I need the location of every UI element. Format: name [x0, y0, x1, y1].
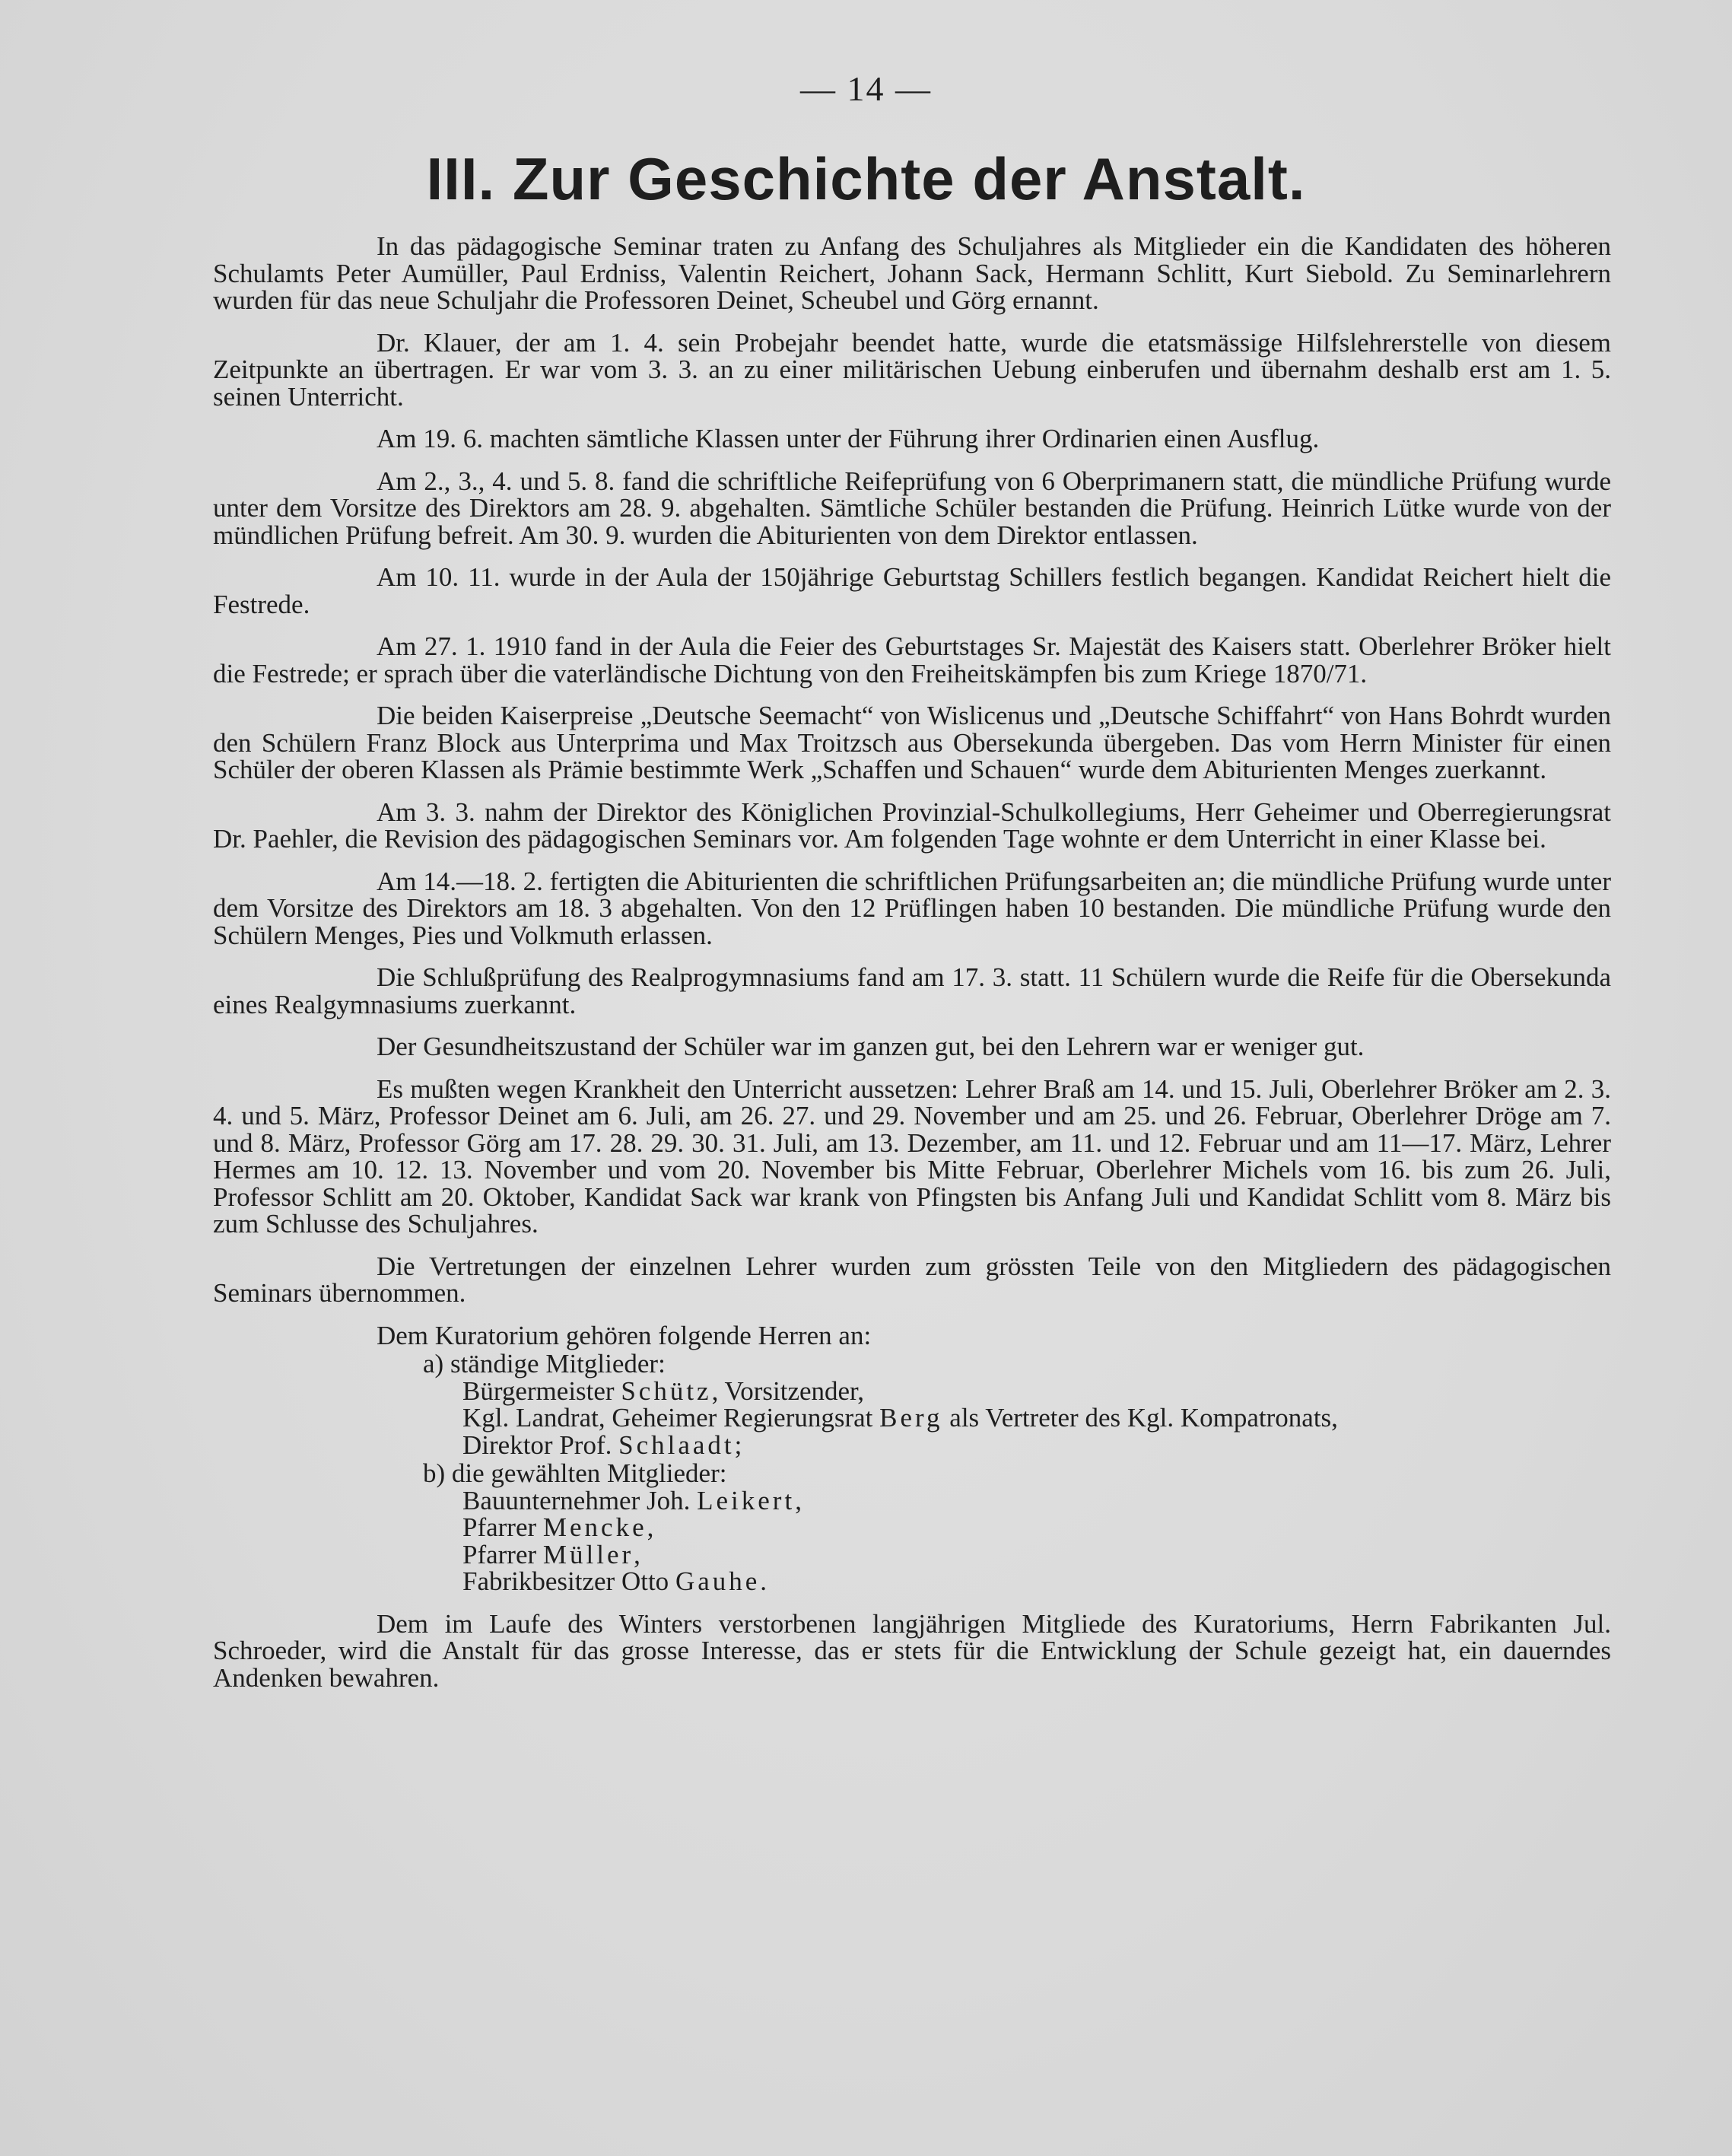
member-name: Leikert	[697, 1485, 796, 1515]
member-role: ,	[634, 1539, 640, 1569]
member-name: Gauhe	[675, 1566, 761, 1596]
paragraph-seminar: In das pädagogische Seminar traten zu Anfang des Schuljahres als Mitglieder ein die Kandidaten des höheren Schulamts Peter Aumüller, Paul Erdniss, Valentin Reichert, Johann Sack, Hermann Schlitt, Kurt Siebold. Zu Seminarlehrern wurden für das neue Schuljahr die Professoren Deinet, Scheubel und Görg ernannt.	[213, 231, 1611, 315]
list-item	[213, 1404, 1611, 1432]
paragraph-klauer: Dr. Klauer, der am 1. 4. sein Probejahr beendet hatte, wurde die etatsmässige Hilfslehrerstelle von diesem Zeitpunkte an übertragen. Er war vom 3. 3. an zu einer militärischen Uebung einberufen und übernahm deshalb erst am 1. 5. seinen Unterricht.	[213, 327, 1611, 412]
member-title: Pfarrer	[462, 1512, 543, 1542]
member-title: Bürgermeister	[462, 1375, 621, 1406]
member-title: Pfarrer	[462, 1539, 543, 1569]
paragraph-schroeder: Dem im Laufe des Winters verstorbenen langjährigen Mitgliede des Kuratoriums, Herrn Fabrikanten Jul. Schroeder, wird die Anstalt für das grosse Interesse, das er stets für die Entwicklung der Schule gezeigt hat, ein dauerndes Andenken bewahren.	[213, 1608, 1611, 1693]
member-role: ,	[647, 1512, 654, 1542]
kuratorium-list	[213, 1322, 1611, 1595]
list-item	[213, 1487, 1611, 1515]
kuratorium-group-standing	[213, 1350, 1611, 1458]
paragraph-kaiserpreise: Die beiden Kaiserpreise „Deutsche Seemacht“ von Wislicenus und „Deutsche Schiffahrt“ von Hans Bohrdt wurden den Schülern Franz Block aus Unterprima und Max Troitzsch aus Obersekunda übergeben. Das vom Herrn Minister für einen Schüler der oberen Klassen als Prämie bestimmte Werk „Schaffen und Schauen“ wurde dem Abiturienten Menges zuerkannt.	[213, 701, 1611, 784]
member-name: Schlaadt	[618, 1429, 735, 1460]
kuratorium-group-elected	[213, 1460, 1611, 1595]
paragraph-kaisers-geburtstag: Am 27. 1. 1910 fand in der Aula die Feier des Geburtstages Sr. Majestät des Kaisers statt. Oberlehrer Bröker hielt die Festrede; er sprach über die vaterländische Dichtung von den Freiheitskämpfen bis zum Kriege 1870/71.	[213, 631, 1611, 688]
member-role: .	[760, 1566, 767, 1596]
member-title: Bauunternehmer Joh.	[462, 1485, 698, 1515]
paragraph-schlusspruefung: Die Schlußprüfung des Realprogymnasiums fand am 17. 3. statt. 11 Schülern wurde die Reife für die Obersekunda eines Realgymnasiums zuerkannt.	[213, 962, 1611, 1019]
member-name: Schütz	[621, 1375, 712, 1406]
list-item	[213, 1514, 1611, 1541]
member-role: ;	[734, 1429, 742, 1460]
list-item	[213, 1375, 1611, 1406]
paragraph-gesundheit: Der Gesundheitszustand der Schüler war im ganzen gut, bei den Lehrern war er weniger gut.	[377, 1032, 1365, 1061]
list-item	[213, 1429, 1611, 1460]
kuratorium-intro: Dem Kuratorium gehören folgende Herren an:	[377, 1320, 872, 1350]
member-name: Müller	[542, 1539, 634, 1569]
member-title: Fabrikbesitzer Otto	[462, 1566, 675, 1596]
list-item	[213, 1541, 1611, 1569]
paragraph-vertretungen: Die Vertretungen der einzelnen Lehrer wurden zum grössten Teile von den Mitgliedern des pädagogischen Seminars übernommen.	[213, 1251, 1611, 1308]
paragraph-revision: Am 3. 3. nahm der Direktor des Königlichen Provinzial-Schulkollegiums, Herr Geheimer und Oberregierungsrat Dr. Paehler, die Revision des pädagogischen Seminars vor. Am folgenden Tage wohnte er dem Unterricht in einer Klasse bei.	[213, 797, 1611, 854]
group-label: a) ständige Mitglieder:	[423, 1349, 666, 1379]
list-item	[213, 1568, 1611, 1595]
member-role: , Vorsitzender,	[711, 1375, 865, 1406]
section-heading: III. Zur Geschichte der Anstalt.	[426, 145, 1306, 212]
member-title: Kgl. Landrat, Geheimer Regierungsrat	[462, 1403, 880, 1433]
paragraph-krankheit: Es mußten wegen Krankheit den Unterricht aussetzen: Lehrer Braß am 14. und 15. Juli, Oberlehrer Bröker am 2. 3. 4. und 5. März, Professor Deinet am 6. Juli, am 26. 27. und 29. November und am 25. und 26. Februar, Oberlehrer Dröge am 7. und 8. März, Professor Görg am 17. 28. 29. 30. 31. Juli, am 13. Dezember, am 11. und 12. Februar und am 11—17. März, Lehrer Hermes am 10. 12. 13. November und vom 20. November bis Mitte Februar, Oberlehrer Michels vom 16. bis zum 26. Juli, Professor Schlitt am 20. Oktober, Kandidat Sack war krank von Pfingsten bis Anfang Juli und Kandidat Schlitt vom 8. März bis zum Schlusse des Schuljahres.	[213, 1073, 1611, 1239]
body-text	[213, 233, 1611, 1706]
paragraph-reifepruefung-ostern: Am 14.—18. 2. fertigten die Abiturienten die schriftlichen Prüfungsarbeiten an; die mündliche Prüfung wurde unter dem Vorsitze des Direktors am 18. 3 abgehalten. Von den 12 Prüflingen haben 10 bestanden. Die mündliche Prüfung wurde den Schülern Menges, Pies und Volkmuth erlassen.	[213, 866, 1611, 950]
member-name: Mencke	[542, 1512, 647, 1542]
member-role: ,	[795, 1485, 802, 1515]
page-number: — 14 —	[800, 69, 932, 108]
member-title: Direktor Prof.	[462, 1429, 619, 1460]
paragraph-schiller: Am 10. 11. wurde in der Aula der 150jährige Geburtstag Schillers festlich begangen. Kandidat Reichert hielt die Festrede.	[213, 562, 1611, 619]
member-name: Berg	[879, 1403, 943, 1433]
group-label: b) die gewählten Mitglieder:	[423, 1458, 727, 1488]
paragraph-reifepruefung-herbst: Am 2., 3., 4. und 5. 8. fand die schriftliche Reifeprüfung von 6 Oberprimanern statt, die mündliche Prüfung wurde unter dem Vorsitze des Direktors am 28. 9. abgehalten. Sämtliche Schüler bestanden die Prüfung. Heinrich Lütke wurde von der mündlichen Prüfung befreit. Am 30. 9. wurden die Abiturienten von dem Direktor entlassen.	[213, 466, 1611, 550]
paragraph-ausflug: Am 19. 6. machten sämtliche Klassen unter der Führung ihrer Ordinarien einen Ausflug.	[377, 424, 1320, 453]
member-role: als Vertreter des Kgl. Kompatronats,	[942, 1403, 1338, 1433]
